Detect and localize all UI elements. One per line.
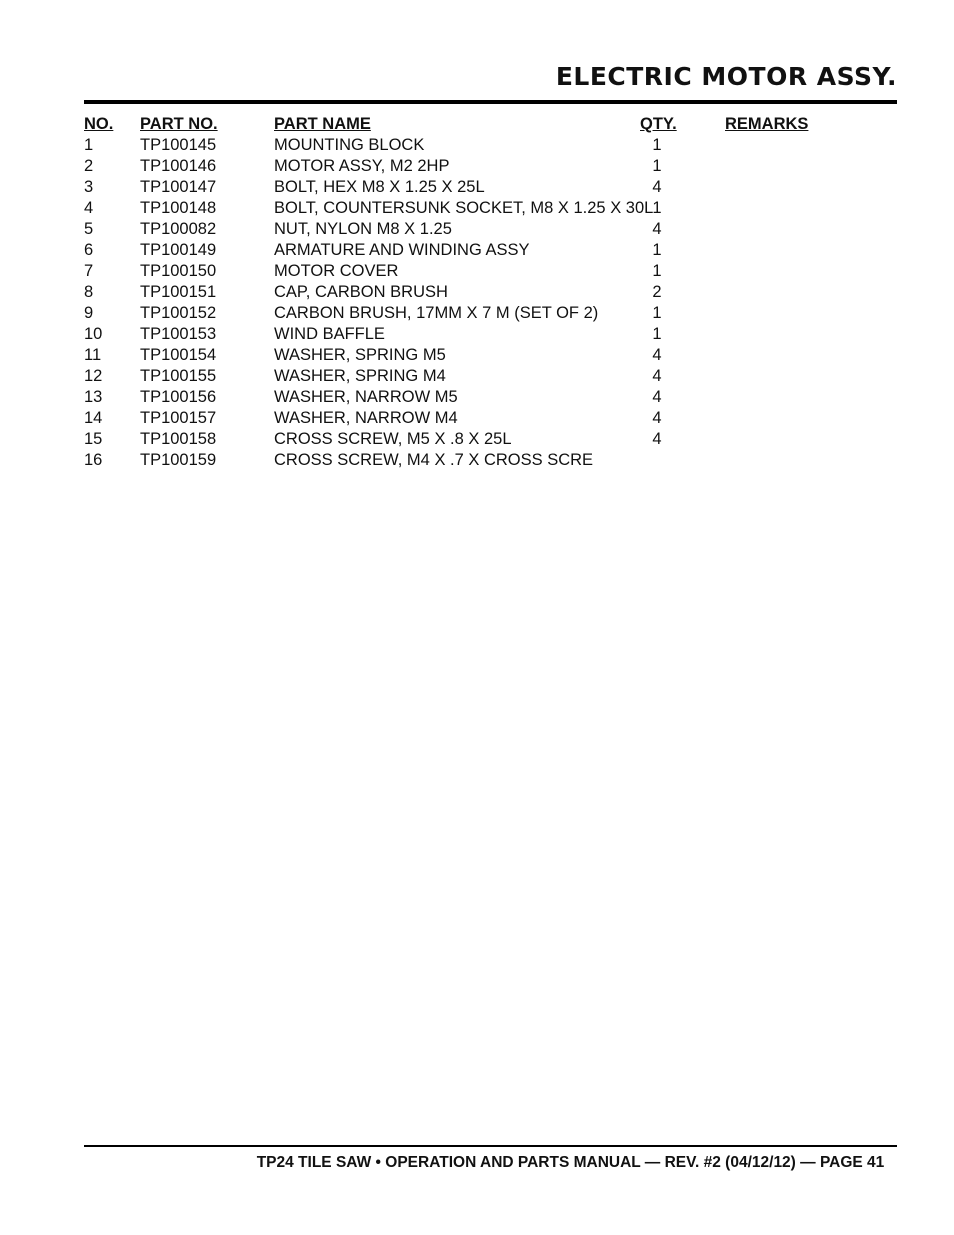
title-rule — [84, 100, 897, 104]
table-row — [84, 156, 897, 177]
row-part-no: TP100157 — [140, 409, 217, 427]
row-no: 8 — [84, 283, 94, 301]
page-footer: TP24 TILE SAW • OPERATION AND PARTS MANUAL — REV. #2 (04/12/12) — PAGE 41 — [256, 1154, 885, 1171]
row-qty: 4 — [652, 178, 662, 196]
row-part-name: CROSS SCREW, M5 X .8 X 25L — [274, 430, 512, 448]
footer-rule — [84, 1145, 897, 1147]
row-part-no: TP100145 — [140, 136, 217, 154]
row-qty: 1 — [652, 241, 662, 259]
table-row — [84, 177, 897, 198]
row-part-no: TP100155 — [140, 367, 217, 385]
table-row — [84, 408, 897, 429]
row-part-name: CAP, CARBON BRUSH — [274, 283, 448, 301]
row-part-name: CROSS SCREW, M4 X .7 X CROSS SCRE — [274, 451, 594, 469]
row-part-name: BOLT, HEX M8 X 1.25 X 25L — [274, 178, 485, 196]
row-part-name: BOLT, COUNTERSUNK SOCKET, M8 X 1.25 X 30L — [274, 199, 654, 217]
row-part-no: TP100150 — [140, 262, 217, 280]
row-qty: 1 — [652, 199, 662, 217]
row-part-no: TP100148 — [140, 199, 217, 217]
row-no: 11 — [84, 346, 102, 364]
row-no: 10 — [84, 325, 103, 343]
row-part-name: WASHER, SPRING M5 — [274, 346, 446, 364]
row-part-name: WIND BAFFLE — [274, 325, 385, 343]
row-qty: 4 — [652, 430, 662, 448]
row-qty: 1 — [652, 325, 662, 343]
row-part-name: WASHER, SPRING M4 — [274, 367, 446, 385]
row-no: 3 — [84, 178, 94, 196]
table-row — [84, 366, 897, 387]
row-part-no: TP100082 — [140, 220, 217, 238]
row-part-no: TP100153 — [140, 325, 217, 343]
row-no: 2 — [84, 157, 94, 175]
table-row — [84, 198, 897, 219]
row-qty: 1 — [652, 136, 662, 154]
header-no: NO. — [84, 115, 114, 133]
table-header-row — [84, 114, 897, 135]
row-part-name: ARMATURE AND WINDING ASSY — [274, 241, 530, 259]
row-qty: 4 — [652, 346, 662, 364]
row-no: 9 — [84, 304, 94, 322]
row-qty: 2 — [652, 283, 662, 301]
row-part-name: CARBON BRUSH, 17MM X 7 M (SET OF 2) — [274, 304, 599, 322]
page-title: ELECTRIC MOTOR ASSY. — [555, 62, 897, 91]
header-part-no: PART NO. — [140, 115, 218, 133]
row-part-no: TP100158 — [140, 430, 217, 448]
table-row — [84, 240, 897, 261]
row-no: 16 — [84, 451, 103, 469]
table-row — [84, 450, 897, 471]
row-no: 5 — [84, 220, 94, 238]
row-part-no: TP100156 — [140, 388, 217, 406]
row-no: 4 — [84, 199, 94, 217]
header-remarks: REMARKS — [725, 115, 809, 133]
row-part-no: TP100154 — [140, 346, 217, 364]
row-part-no: TP100152 — [140, 304, 217, 322]
table-row — [84, 261, 897, 282]
row-no: 13 — [84, 388, 103, 406]
row-part-no: TP100151 — [140, 283, 217, 301]
row-no: 12 — [84, 367, 103, 385]
row-part-no: TP100146 — [140, 157, 217, 175]
row-qty: 1 — [652, 304, 662, 322]
row-no: 1 — [84, 136, 94, 154]
parts-table — [84, 114, 897, 471]
table-row — [84, 324, 897, 345]
row-no: 14 — [84, 409, 103, 427]
row-no: 7 — [84, 262, 94, 280]
row-part-name: MOUNTING BLOCK — [274, 136, 425, 154]
row-qty: 4 — [652, 409, 662, 427]
row-qty: 4 — [652, 220, 662, 238]
row-part-name: NUT, NYLON M8 X 1.25 — [274, 220, 452, 238]
table-row — [84, 219, 897, 240]
table-row — [84, 345, 897, 366]
row-part-name: WASHER, NARROW M4 — [274, 409, 458, 427]
table-row — [84, 282, 897, 303]
table-row — [84, 387, 897, 408]
row-qty: 1 — [652, 262, 662, 280]
row-part-no: TP100147 — [140, 178, 217, 196]
header-part-name: PART NAME — [274, 115, 371, 133]
header-qty: QTY. — [640, 115, 677, 133]
row-part-name: WASHER, NARROW M5 — [274, 388, 458, 406]
row-no: 15 — [84, 430, 103, 448]
row-qty: 4 — [652, 388, 662, 406]
row-part-no: TP100159 — [140, 451, 217, 469]
row-qty: 4 — [652, 367, 662, 385]
table-row — [84, 303, 897, 324]
row-qty: 1 — [652, 157, 662, 175]
table-row — [84, 135, 897, 156]
row-part-name: MOTOR ASSY, M2 2HP — [274, 157, 450, 175]
table-row — [84, 429, 897, 450]
row-part-no: TP100149 — [140, 241, 217, 259]
row-part-name: MOTOR COVER — [274, 262, 399, 280]
row-no: 6 — [84, 241, 94, 259]
